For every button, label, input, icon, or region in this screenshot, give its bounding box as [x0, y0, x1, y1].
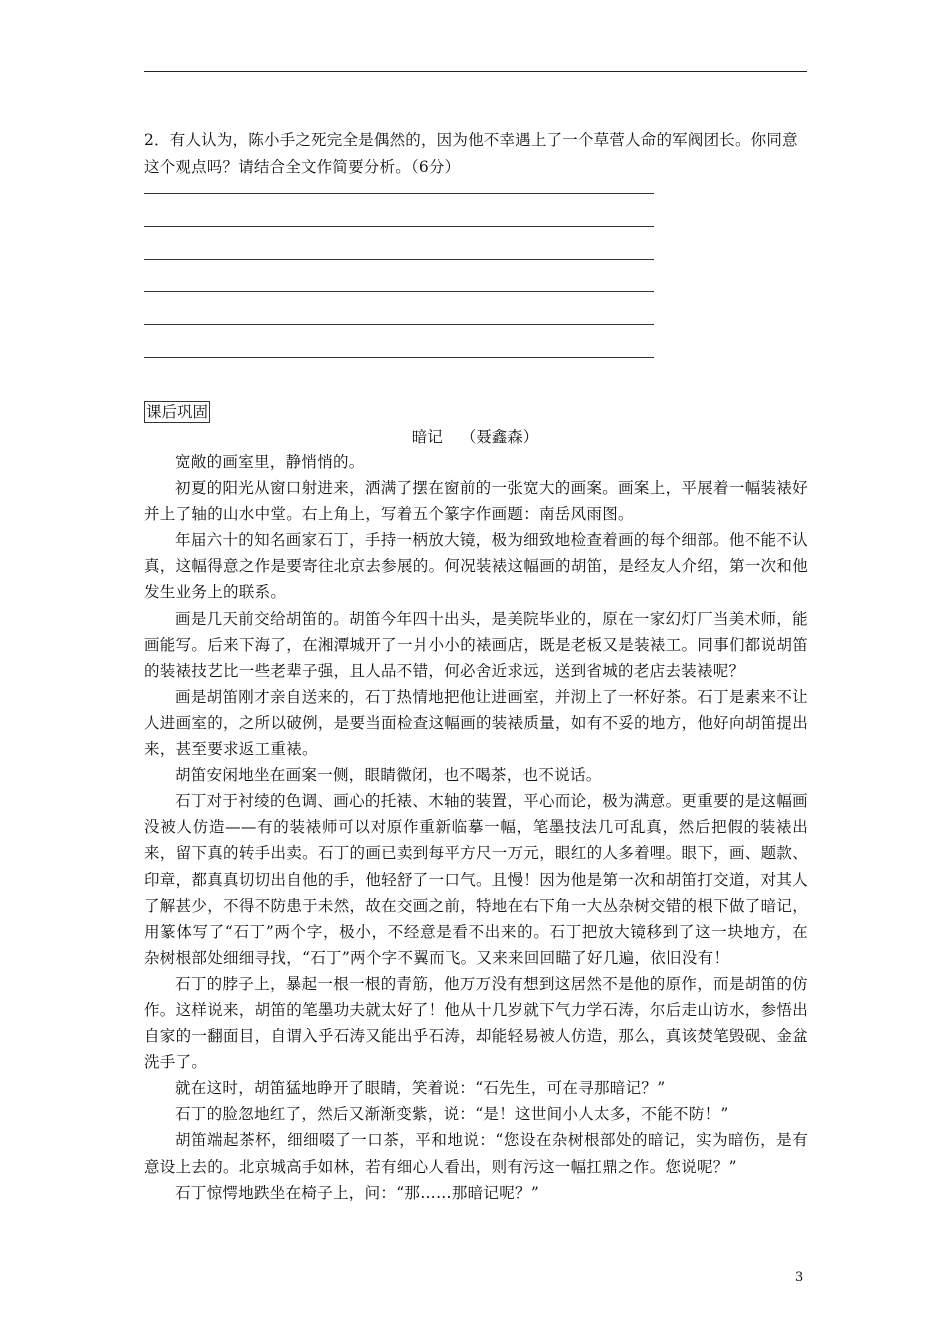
article-paragraph: 宽敞的画室里，静悄悄的。: [175, 453, 365, 471]
answer-line[interactable]: [144, 259, 654, 292]
article-heading: [0, 426, 950, 448]
answer-line[interactable]: [144, 226, 654, 259]
top-rule: [144, 71, 807, 72]
answer-line[interactable]: [144, 193, 654, 226]
article-paragraph: 画是几天前交给胡笛的。胡笛今年四十出头，是美院毕业的，原在一家幻灯厂当美术师，能画能写。后来下海了，在湘潭城开了一爿小小的裱画店，既是老板又是装裱工。同事们都说胡笛的装裱技艺比一些老辈子强，且人品不错，何必舍近求远，送到省城的老店去装裱呢？: [144, 609, 808, 680]
answer-line[interactable]: [144, 357, 654, 390]
article-paragraph: 石丁的脸忽地红了，然后又渐渐变紫，说：“是！这世间小人太多，不能不防！”: [175, 1105, 729, 1124]
answer-line[interactable]: [144, 291, 654, 324]
answer-line[interactable]: [144, 324, 654, 357]
article-title: 暗记: [411, 428, 443, 446]
article-paragraph: 石丁的脖子上，暴起一根一根的青筋，他万万没有想到这居然不是他的原作，而是胡笛的仿作。这样说来，胡笛的笔墨功夫就太好了！他从十几岁就下气力学石涛，尔后走山访水，参悟出自家的一翻面目，自谓入乎石涛又能出乎石涛，却能轻易被人仿造，那么，真该焚笔毁砚、金盆洗手了。: [144, 974, 808, 1072]
article-paragraph: 胡笛安闲地坐在画案一侧，眼睛微闭，也不喝茶，也不说话。: [175, 766, 602, 785]
article-paragraph: 年届六十的知名画家石丁，手持一柄放大镜，极为细致地检查着画的每个细部。他不能不认真，这幅得意之作是要寄往北京去参展的。何况装裱这幅画的胡笛，是经友人介绍，第一次和他发生业务上的联系。: [144, 531, 808, 602]
article-paragraph: 就在这时，胡笛猛地睁开了眼睛，笑着说：“石先生，可在寻那暗记？”: [175, 1079, 666, 1098]
answer-lines[interactable]: [144, 193, 654, 390]
article-paragraph: 石丁对于衬绫的色调、画心的托裱、木轴的装置，平心而论，极为满意。更重要的是这幅画没被人仿造——有的装裱师可以对原作重新临摹一幅，笔墨技法几可乱真，然后把假的装裱出来，留下真的转手出卖。石丁的画已卖到每平方尺一万元，眼红的人多着哩。眼下，画、题款、印章，都真真切切出自他的手，他轻舒了一口气。且慢！因为他是第一次和胡笛打交道，对其人了解甚少，不得不防患于未然，故在交画之前，特地在右下角一大丛杂树交错的根下做了暗记，用篆体写了“石丁”两个字，极小，不经意是看不出来的。石丁把放大镜移到了这一块地方，在杂树根部处细细寻找，“石丁”两个字不翼而飞。又来来回回瞄了好几遍，依旧没有！: [144, 792, 808, 967]
article-body: [144, 449, 808, 1206]
page-number: 3: [795, 1270, 804, 1285]
article-paragraph: 胡笛端起茶杯，细细啜了一口茶，平和地说：“您设在杂树根部处的暗记，实为暗伤，是有意设上去的。北京城高手如林，若有细心人看出，则有污这一幅扛鼎之作。您说呢？”: [144, 1131, 808, 1176]
article-paragraph: 石丁惊愕地跌坐在椅子上，问：“那……那暗记呢？”: [175, 1183, 540, 1202]
article-author: （聂鑫森）: [460, 428, 539, 446]
article-paragraph: 画是胡笛刚才亲自送来的，石丁热情地把他让进画室，并沏上了一杯好茶。石丁是素来不让人进画室的，之所以破例，是要当面检查这幅画的装裱质量，如有不妥的地方，他好向胡笛提出来，甚至要求返工重裱。: [144, 687, 808, 759]
article-paragraph: 初夏的阳光从窗口射进来，洒满了摆在窗前的一张宽大的画案。画案上，平展着一幅装裱好并上了轴的山水中堂。右上角上，写着五个篆字作画题：南岳风雨图。: [144, 479, 808, 524]
question-text: 2．有人认为，陈小手之死完全是偶然的，因为他不幸遇上了一个草菅人命的军阀团长。你同意这个观点吗？请结合全文作简要分析。（6分）: [144, 131, 798, 176]
section-label: 课后巩固: [146, 403, 209, 421]
